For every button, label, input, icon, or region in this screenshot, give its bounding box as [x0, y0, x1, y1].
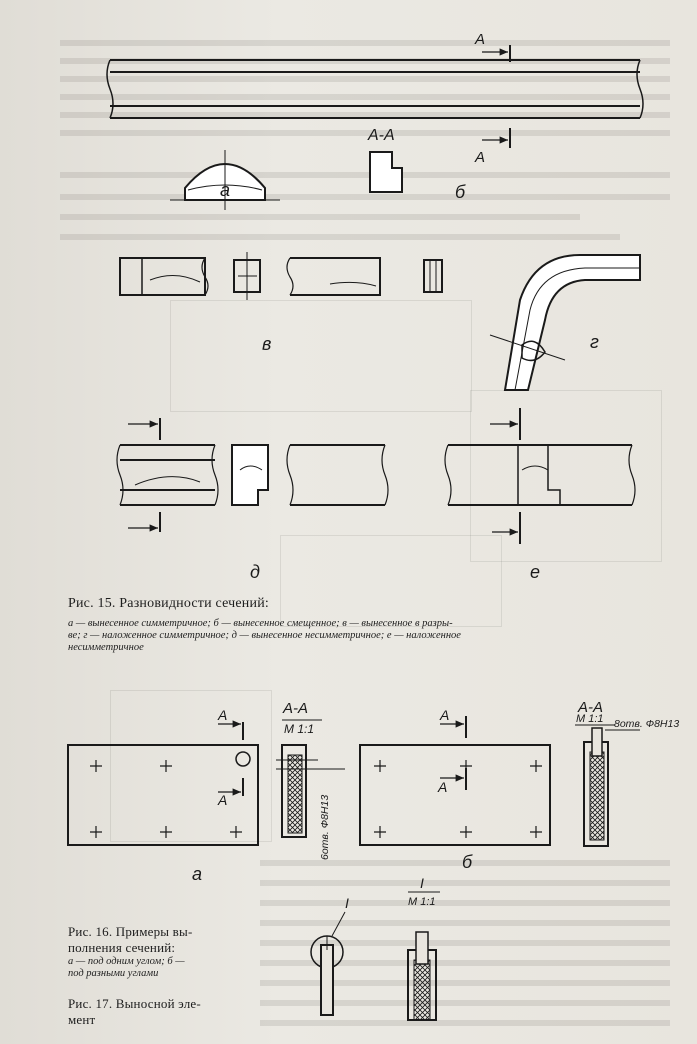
- fig16-b-section-label: А-А: [578, 699, 604, 716]
- fig17-caption: [68, 996, 268, 1028]
- fig16-b-scale: М 1:1: [576, 713, 604, 725]
- fig15-section-b: [370, 152, 402, 192]
- fig17-element-number: I: [345, 895, 349, 911]
- fig17-scale: М 1:1: [408, 896, 436, 908]
- fig16-caption-line: а — под одним углом; б —: [68, 956, 185, 967]
- label-b: б: [455, 182, 466, 202]
- fig15-bent-bar-g: [490, 255, 640, 390]
- fig16-a-cut-top: А: [218, 707, 228, 723]
- fig16-part-b: [360, 716, 640, 846]
- fig15-row-e: [445, 408, 635, 544]
- fig15-caption-title: Рис. 15. Разновидности сечений:: [68, 596, 269, 611]
- fig15-caption-text: [68, 618, 686, 654]
- fig17-labels: [345, 875, 436, 911]
- fig17-caption-line: Рис. 17. Выносной эле-: [68, 996, 201, 1011]
- fig16-caption: [68, 924, 268, 980]
- fig16-label-a: а: [192, 864, 203, 884]
- fig16-caption-line: под разными углами: [68, 968, 159, 979]
- fig15-caption-line: ве; г — наложенное симметричное; д — вынесенное несимметричное; е — наложенное: [68, 630, 461, 641]
- fig16-label-b: б: [462, 852, 473, 872]
- fig17-caption-line: мент: [68, 1012, 96, 1027]
- label-g: г: [590, 332, 599, 352]
- fig16-a-scale: М 1:1: [284, 722, 315, 736]
- fig16-labels: [192, 699, 679, 884]
- fig16-a-section-label: А-А: [283, 700, 309, 717]
- cut-letter-top: А: [475, 31, 486, 48]
- cut-letter-bottom: А: [475, 149, 486, 166]
- fig15: [107, 45, 643, 544]
- fig16-dim-horizontal: 8отв. Ф8Н13: [614, 718, 680, 730]
- fig16-caption-line: полнения сечений:: [68, 940, 176, 955]
- fig16-a-cut-bottom: А: [218, 792, 228, 808]
- fig16-b-cut-top: А: [440, 707, 450, 723]
- label-d: д: [250, 562, 260, 582]
- fig16-dim-vertical: 6отв. Ф8Н13: [319, 794, 331, 860]
- label-e: е: [530, 562, 541, 582]
- fig16-caption-line: Рис. 16. Примеры вы-: [68, 924, 193, 939]
- fig15-row-v: [120, 252, 442, 300]
- label-v: в: [262, 334, 272, 354]
- fig16-b-cut-bottom: А: [438, 779, 448, 795]
- fig17: [311, 892, 440, 1020]
- fig16-part-a: [68, 720, 345, 845]
- fig15-caption-line: несимметричное: [68, 642, 144, 653]
- fig16: [68, 716, 640, 846]
- fig15-row-d: [117, 418, 388, 532]
- label-a: а: [220, 180, 231, 200]
- section-label-a-a: А-А: [368, 127, 395, 144]
- fig15-caption-line: а — вынесенное симметричное; б — вынесенное смещенное; в — вынесенное в разры-: [68, 618, 453, 629]
- fig17-detail-number: I: [420, 875, 424, 891]
